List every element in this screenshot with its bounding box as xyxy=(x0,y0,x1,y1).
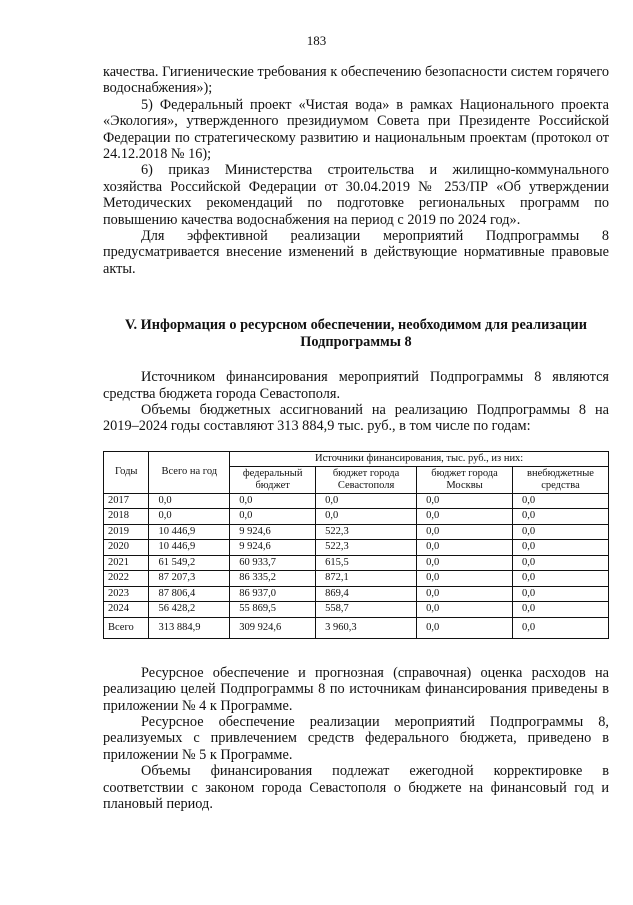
page-number: 183 xyxy=(306,33,327,48)
cell-sevastopol: 522,3 xyxy=(316,524,417,540)
cell-year: 2020 xyxy=(104,540,149,556)
cell-moscow: 0,0 xyxy=(417,571,513,587)
header-offbudget: внебюджетные средства xyxy=(513,466,609,493)
table-row xyxy=(104,493,609,509)
cell-total: 61 549,2 xyxy=(149,555,230,571)
cell-total: 313 884,9 xyxy=(149,617,230,638)
cell-moscow: 0,0 xyxy=(417,555,513,571)
budget-table xyxy=(103,451,609,639)
cell-federal: 86 335,2 xyxy=(230,571,316,587)
document-body xyxy=(103,64,609,812)
table-row xyxy=(104,509,609,525)
cell-sevastopol: 869,4 xyxy=(316,586,417,602)
cell-moscow: 0,0 xyxy=(417,602,513,618)
cell-federal: 55 869,5 xyxy=(230,602,316,618)
cell-year: 2019 xyxy=(104,524,149,540)
cell-moscow: 0,0 xyxy=(417,493,513,509)
cell-year: 2018 xyxy=(104,509,149,525)
cell-total: 87 806,4 xyxy=(149,586,230,602)
cell-year: 2024 xyxy=(104,602,149,618)
cell-moscow: 0,0 xyxy=(417,524,513,540)
paragraph: качества. Гигиенические требования к обеспечению безопасности систем горячего водоснабжения»); xyxy=(103,64,609,97)
table-row xyxy=(104,555,609,571)
cell-sevastopol: 522,3 xyxy=(316,540,417,556)
cell-sevastopol: 3 960,3 xyxy=(316,617,417,638)
table-row xyxy=(104,571,609,587)
cell-year: 2021 xyxy=(104,555,149,571)
cell-sevastopol: 0,0 xyxy=(316,509,417,525)
header-sources: Источники финансирования, тыс. руб., из них: xyxy=(230,451,609,466)
cell-offbudget: 0,0 xyxy=(513,586,609,602)
cell-federal: 309 924,6 xyxy=(230,617,316,638)
header-years: Годы xyxy=(104,451,149,493)
cell-total: 10 446,9 xyxy=(149,524,230,540)
paragraph: Для эффективной реализации мероприятий Подпрограммы 8 предусматривается внесение изменений в действующие нормативные правовые акты. xyxy=(103,228,609,277)
paragraph: Ресурсное обеспечение реализации мероприятий Подпрограммы 8, реализуемых с привлечением средств федерального бюджета, приведено в приложении № 5 к Программе. xyxy=(103,713,609,763)
cell-offbudget: 0,0 xyxy=(513,571,609,587)
cell-federal: 86 937,0 xyxy=(230,586,316,602)
cell-offbudget: 0,0 xyxy=(513,493,609,509)
cell-offbudget: 0,0 xyxy=(513,540,609,556)
paragraph: Ресурсное обеспечение и прогнозная (справочная) оценка расходов на реализацию целей Подпрограммы 8 по источникам финансирования приведены в приложении № 4 к Программе. xyxy=(103,664,609,714)
paragraph: Объемы бюджетных ассигнований на реализацию Подпрограммы 8 на 2019–2024 годы составляют 313 884,9 тыс. руб., в том числе по годам: xyxy=(103,401,609,435)
table-row xyxy=(104,586,609,602)
paragraph: Источником финансирования мероприятий Подпрограммы 8 являются средства бюджета города Севастополя. xyxy=(103,369,609,402)
cell-sevastopol: 615,5 xyxy=(316,555,417,571)
paragraph: 5) Федеральный проект «Чистая вода» в рамках Национального проекта «Экология», утвержденного президиумом Совета при Президенте Российской Федерации по стратегическому развитию и национальным проектам (протокол от 24.12.2018 № 16); xyxy=(103,96,609,163)
cell-offbudget: 0,0 xyxy=(513,602,609,618)
table-row xyxy=(104,524,609,540)
cell-offbudget: 0,0 xyxy=(513,524,609,540)
cell-total: 87 207,3 xyxy=(149,571,230,587)
cell-federal: 0,0 xyxy=(230,493,316,509)
header-total-per-year: Всего на год xyxy=(149,451,230,493)
cell-federal: 9 924,6 xyxy=(230,524,316,540)
header-federal: федеральный бюджет xyxy=(230,466,316,493)
paragraph: 6) приказ Министерства строительства и жилищно-коммунального хозяйства Российской Федерации от 30.04.2019 № 253/ПР «Об утверждении Методических рекомендаций по подготовке региональных программ по повышению качества водоснабжения на период с 2019 по 2024 год». xyxy=(103,162,609,228)
table-row xyxy=(104,602,609,618)
cell-federal: 9 924,6 xyxy=(230,540,316,556)
cell-year: Всего xyxy=(104,617,149,638)
table-total-row xyxy=(104,617,609,638)
cell-year: 2023 xyxy=(104,586,149,602)
header-moscow: бюджет города Москвы xyxy=(417,466,513,493)
cell-moscow: 0,0 xyxy=(417,586,513,602)
cell-total: 0,0 xyxy=(149,493,230,509)
cell-year: 2022 xyxy=(104,571,149,587)
header-sevastopol: бюджет города Севастополя xyxy=(316,466,417,493)
cell-moscow: 0,0 xyxy=(417,509,513,525)
cell-moscow: 0,0 xyxy=(417,540,513,556)
cell-federal: 0,0 xyxy=(230,509,316,525)
paragraph: Объемы финансирования подлежат ежегодной корректировке в соответствии с законом города Севастополя о бюджете на финансовый год и плановый период. xyxy=(103,763,609,812)
cell-sevastopol: 0,0 xyxy=(316,493,417,509)
section-heading: V. Информация о ресурсном обеспечении, необходимом для реализации Подпрограммы 8 xyxy=(125,317,587,350)
cell-sevastopol: 558,7 xyxy=(316,602,417,618)
cell-offbudget: 0,0 xyxy=(513,555,609,571)
cell-total: 0,0 xyxy=(149,509,230,525)
cell-sevastopol: 872,1 xyxy=(316,571,417,587)
cell-moscow: 0,0 xyxy=(417,617,513,638)
cell-federal: 60 933,7 xyxy=(230,555,316,571)
table-row xyxy=(104,540,609,556)
cell-offbudget: 0,0 xyxy=(513,617,609,638)
cell-total: 56 428,2 xyxy=(149,602,230,618)
cell-year: 2017 xyxy=(104,493,149,509)
cell-total: 10 446,9 xyxy=(149,540,230,556)
cell-offbudget: 0,0 xyxy=(513,509,609,525)
